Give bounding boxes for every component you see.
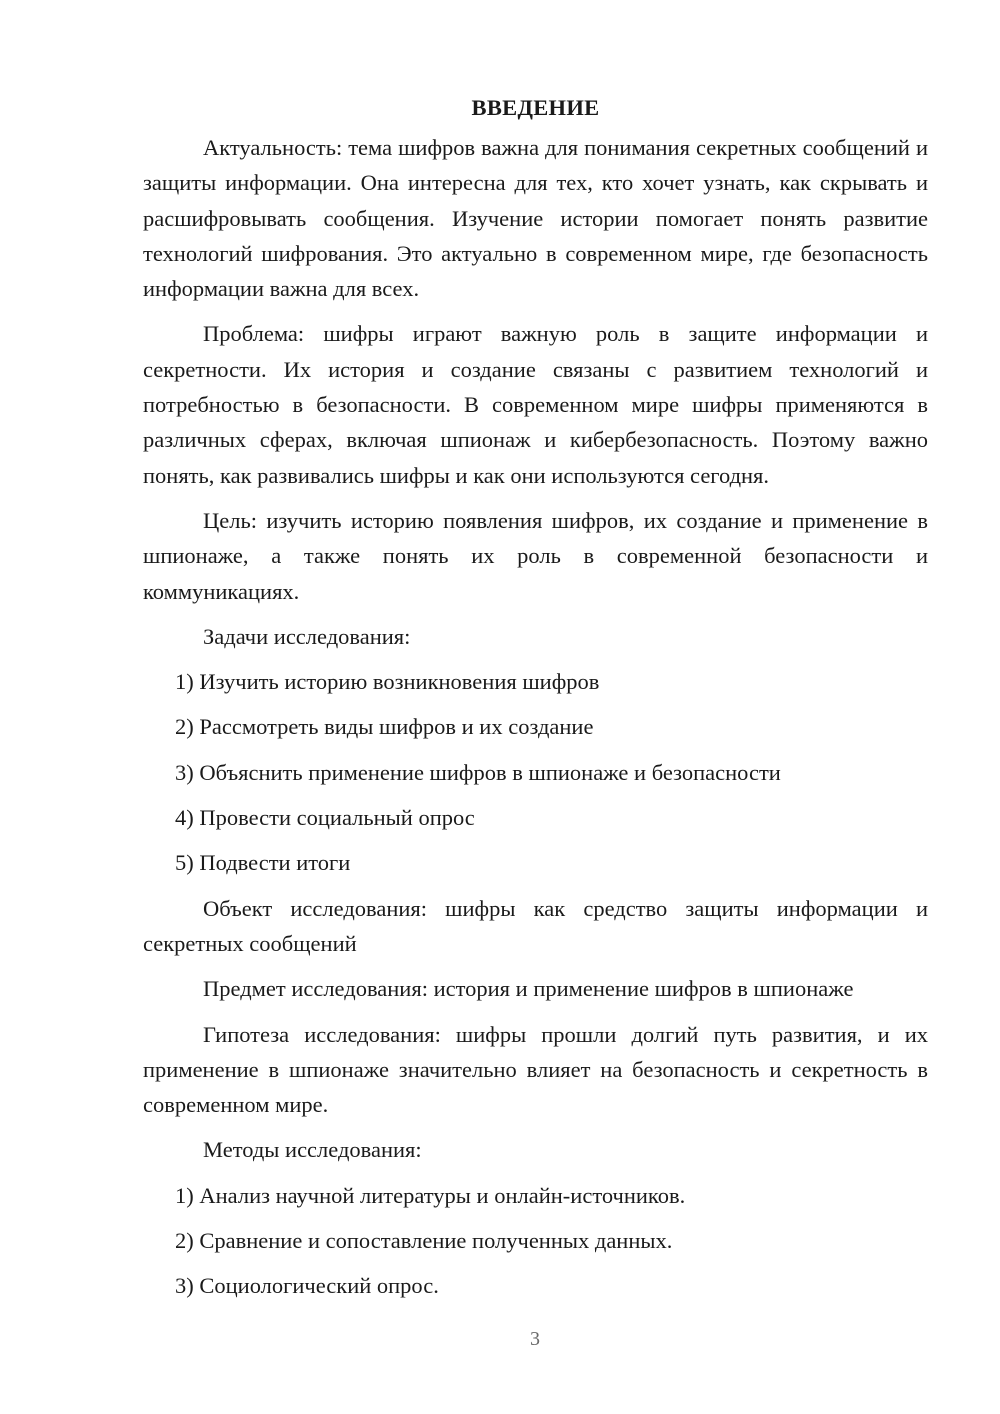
- object-paragraph: Объект исследования: шифры как средство защиты информации и секретных сообщений: [143, 895, 928, 956]
- relevance-paragraph: Актуальность: тема шифров важна для понимания секретных сообщений и защиты информации. Она интересна для тех, кто хочет узнать, как скрывать и расшифровывать сообщения. Изучение истории помогает понять развитие технологий шифрования. Это актуально в современном мире, где безопасность информации важна для всех.: [143, 135, 928, 302]
- tasks-list: [143, 664, 928, 880]
- list-item: 2) Сравнение и сопоставление полученных данных.: [175, 1228, 673, 1254]
- list-item: 4) Провести социальный опрос: [175, 805, 475, 831]
- tasks-heading: Задачи исследования:: [203, 623, 411, 649]
- list-item: 3) Объяснить применение шифров в шпионаже и безопасности: [175, 759, 781, 785]
- methods-heading: Методы исследования:: [203, 1137, 422, 1163]
- list-item: 5) Подвести итоги: [175, 850, 351, 876]
- list-item: 1) Анализ научной литературы и онлайн-источников.: [175, 1182, 686, 1208]
- hypothesis-paragraph: Гипотеза исследования: шифры прошли долгий путь развития, и их применение в шпионаже значительно влияет на безопасность и секретность в современном мире.: [143, 1021, 928, 1118]
- list-item: 3) Социологический опрос.: [175, 1273, 439, 1299]
- methods-list: [143, 1178, 928, 1304]
- document-page: [143, 90, 928, 1314]
- section-title: ВВЕДЕНИЕ: [471, 95, 600, 120]
- list-item: 2) Рассмотреть виды шифров и их создание: [175, 714, 594, 740]
- goal-paragraph: Цель: изучить историю появления шифров, их создание и применение в шпионаже, а также понять их роль в современной безопасности и коммуникациях.: [143, 507, 928, 604]
- page-number: 3: [530, 1328, 540, 1350]
- problem-paragraph: Проблема: шифры играют важную роль в защите информации и секретности. Их история и создание связаны с развитием технологий и потребностью в безопасности. В современном мире шифры применяются в различных сферах, включая шпионаж и кибербезопасность. Поэтому важно понять, как развивались шифры и как они используются сегодня.: [143, 321, 928, 488]
- subject-paragraph: Предмет исследования: история и применение шифров в шпионаже: [203, 976, 854, 1002]
- list-item: 1) Изучить историю возникновения шифров: [175, 669, 600, 695]
